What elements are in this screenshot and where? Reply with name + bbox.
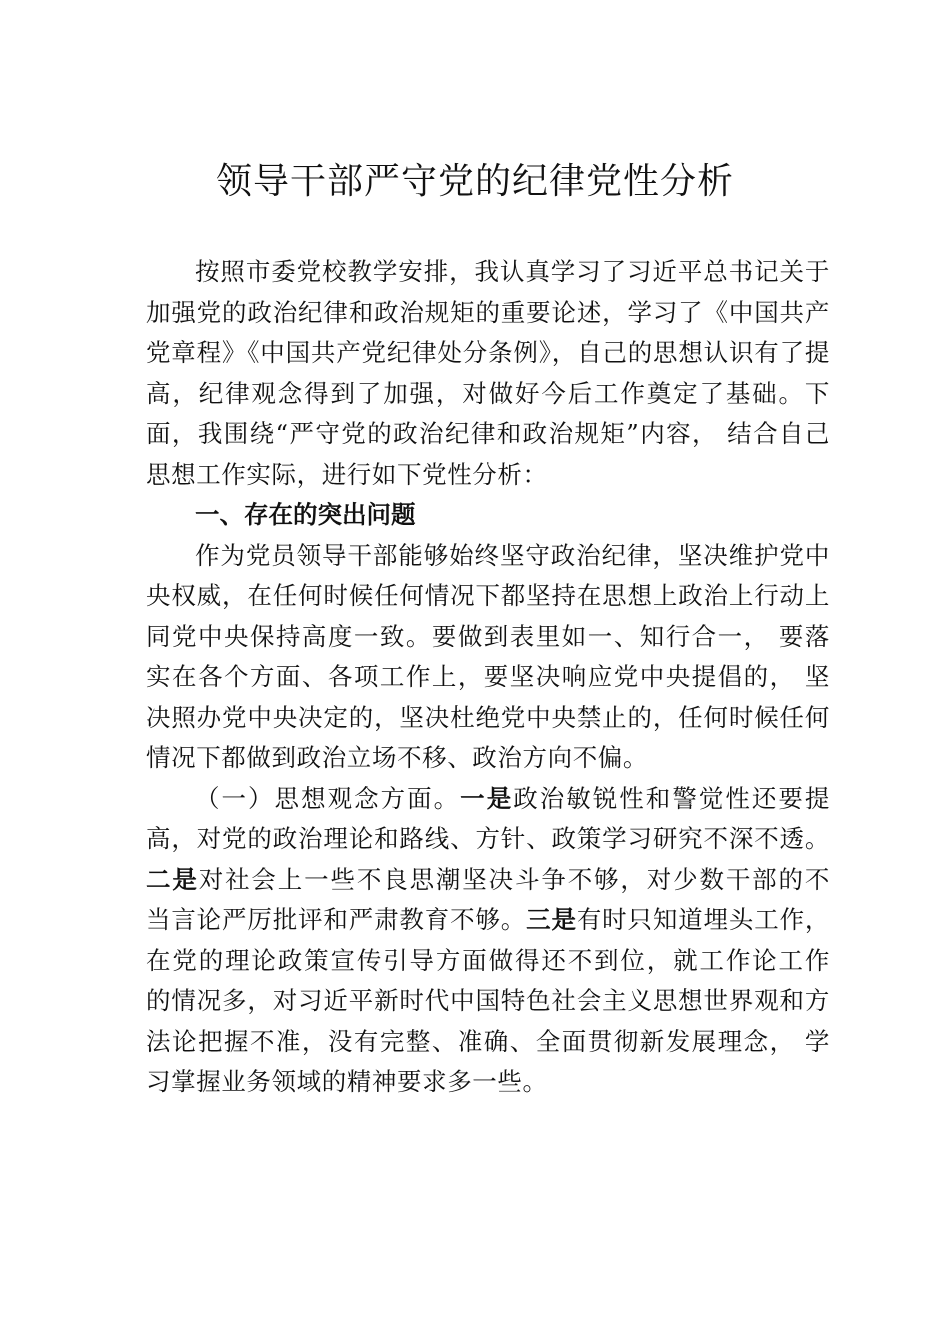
point-marker: 三是 <box>526 905 577 934</box>
section-paragraph: 作为党员领导干部能够始终坚守政治纪律，坚决维护党中央权威，在任何时候任何情况下都坚持在思想上政治上行动上同党中央保持高度一致。要做到表里如一、知行合一， 要落实在各个方面、各项工作上，要坚决响应党中央提倡的， 坚决照办党中央决定的，坚决杜绝党中央禁止的，任何时候任何情况下都做到政治立场不移、政治方向不偏。 <box>146 540 830 772</box>
point-marker: 一是 <box>460 783 514 813</box>
section-heading: 一、存在的突出问题 <box>195 500 416 529</box>
subsection-label: （一）思想观念方面。 <box>195 783 461 813</box>
point-text: 对社会上一些不良思潮坚决斗争不够，对少数干部的不 当言论严厉批评和严肃教育不够。 <box>146 864 830 934</box>
point-text: 政治敏锐性和警觉性还要提高，对党的政治理论和路线、方针、政策学习研究不深不透。 <box>146 783 831 853</box>
point-marker: 二是 <box>146 864 199 894</box>
point-text: 有时只知道埋头工作， 在党的理论政策宣传引导方面做得还不到位，就工作论工作 的情况多，对习近平新时代中国特色社会主义思想世界观和方法论把握不准，没有完整、准确、全面贯彻新发展理念， 学习掌握业务领域的精神要求多一些。 <box>146 905 831 1096</box>
document-body <box>146 252 830 1103</box>
intro-paragraph: 按照市委党校教学安排，我认真学习了习近平总书记关于加强党的政治纪律和政治规矩的重要论述，学习了《中国共产党章程》《中国共产党纪律处分条例》，自己的思想认识有了提高，纪律观念得到了加强，对做好今后工作奠定了基础。下面，我围绕“严守党的政治纪律和政治规矩”内容， 结合自己思想工作实际，进行如下党性分析： <box>146 257 830 489</box>
document-title: 领导干部严守党的纪律党性分析 <box>215 161 734 202</box>
subsection-paragraph <box>146 779 830 1103</box>
